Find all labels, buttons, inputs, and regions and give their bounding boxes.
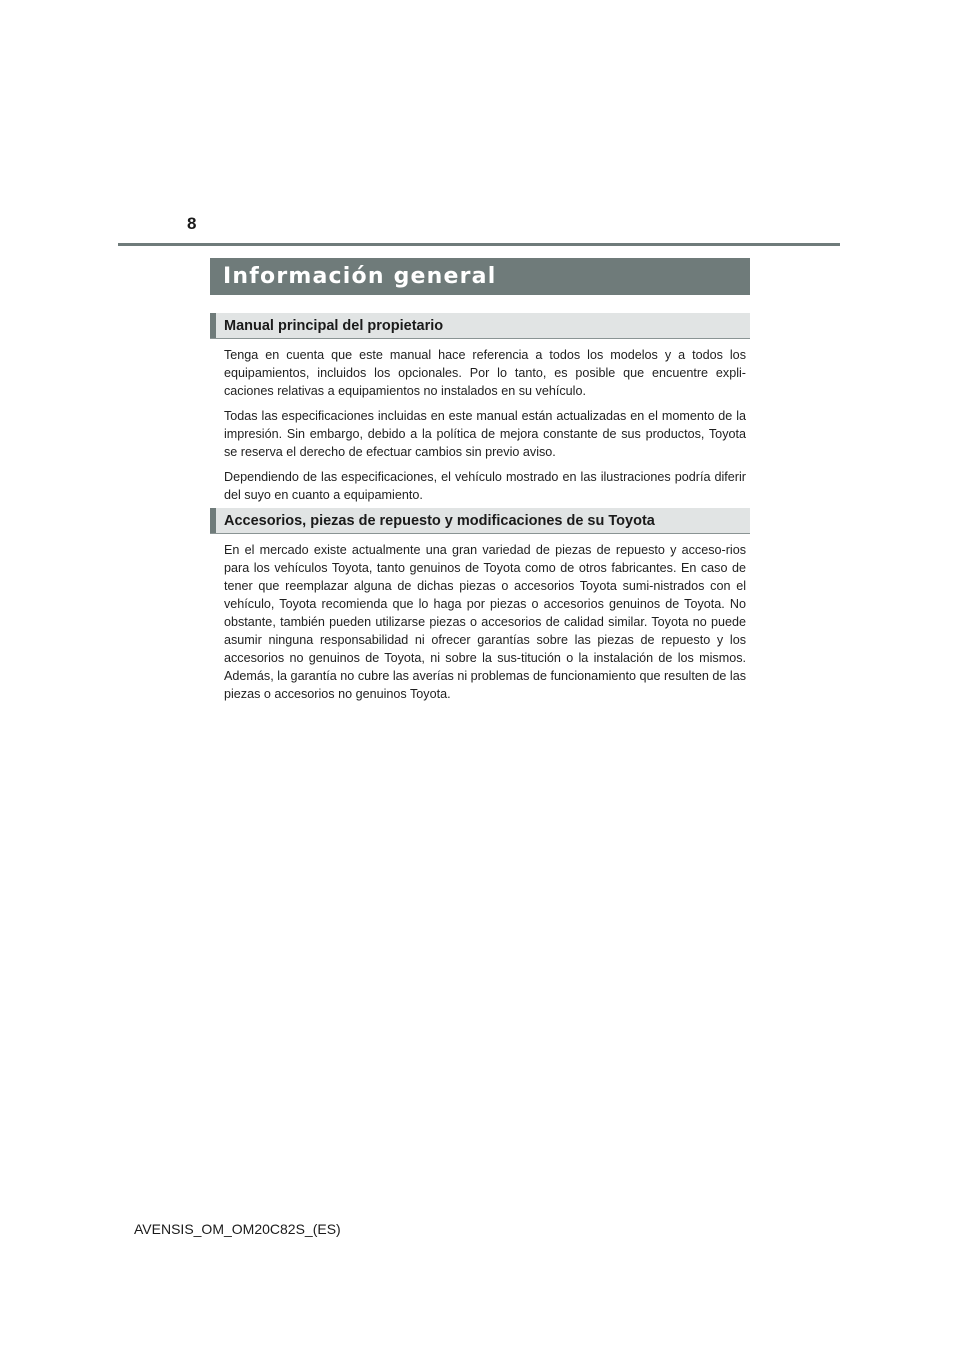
section-heading: Manual principal del propietario [210, 313, 750, 339]
paragraph: Todas las especificaciones incluidas en este manual están actualizadas en el momento de la impresión. Sin embargo, debido a la política de mejora constante de sus productos, Toyota se reserva el derecho de efectuar cambios sin previo aviso. [224, 409, 746, 459]
section-body [210, 346, 750, 504]
page-number: 8 [187, 214, 197, 233]
header-rule [118, 243, 840, 246]
section-owners-manual [210, 313, 750, 511]
section-accessories [210, 508, 750, 710]
paragraph: Dependiendo de las especificaciones, el vehículo mostrado en las ilustraciones podría diferir del suyo en cuanto a equipamiento. [224, 470, 746, 502]
page-title: Información general [210, 258, 750, 295]
paragraph: En el mercado existe actualmente una gran variedad de piezas de repuesto y acceso-rios para los vehículos Toyota, tanto genuinos de Toyota como de otros fabricantes. En caso de tener que reemplazar alguna de dichas piezas o accesorios Toyota sumi-nistrados con el vehículo, Toyota recomienda que lo haga por piezas o accesorios genuinos de Toyota. No obstante, también pueden utilizarse piezas o accesorios de calidad similar. Toyota no puede asumir ninguna responsabilidad ni ofrecer garantías sobre las piezas de repuesto y los accesorios no genuinos de Toyota, ni sobre la sus-titución o la instalación de los mismos. Además, la garantía no cubre las averías ni problemas de funcionamiento que resulten de las piezas o accesorios no genuinos Toyota. [224, 543, 746, 701]
document-code: AVENSIS_OM_OM20C82S_(ES) [134, 1221, 341, 1237]
section-heading: Accesorios, piezas de repuesto y modificaciones de su Toyota [210, 508, 750, 534]
section-body [210, 541, 750, 703]
paragraph: Tenga en cuenta que este manual hace referencia a todos los modelos y a todos los equipamientos, incluidos los opcionales. Por lo tanto, es posible que encuentre expli-caciones relativas a equipamientos no instalados en su vehículo. [224, 348, 746, 398]
